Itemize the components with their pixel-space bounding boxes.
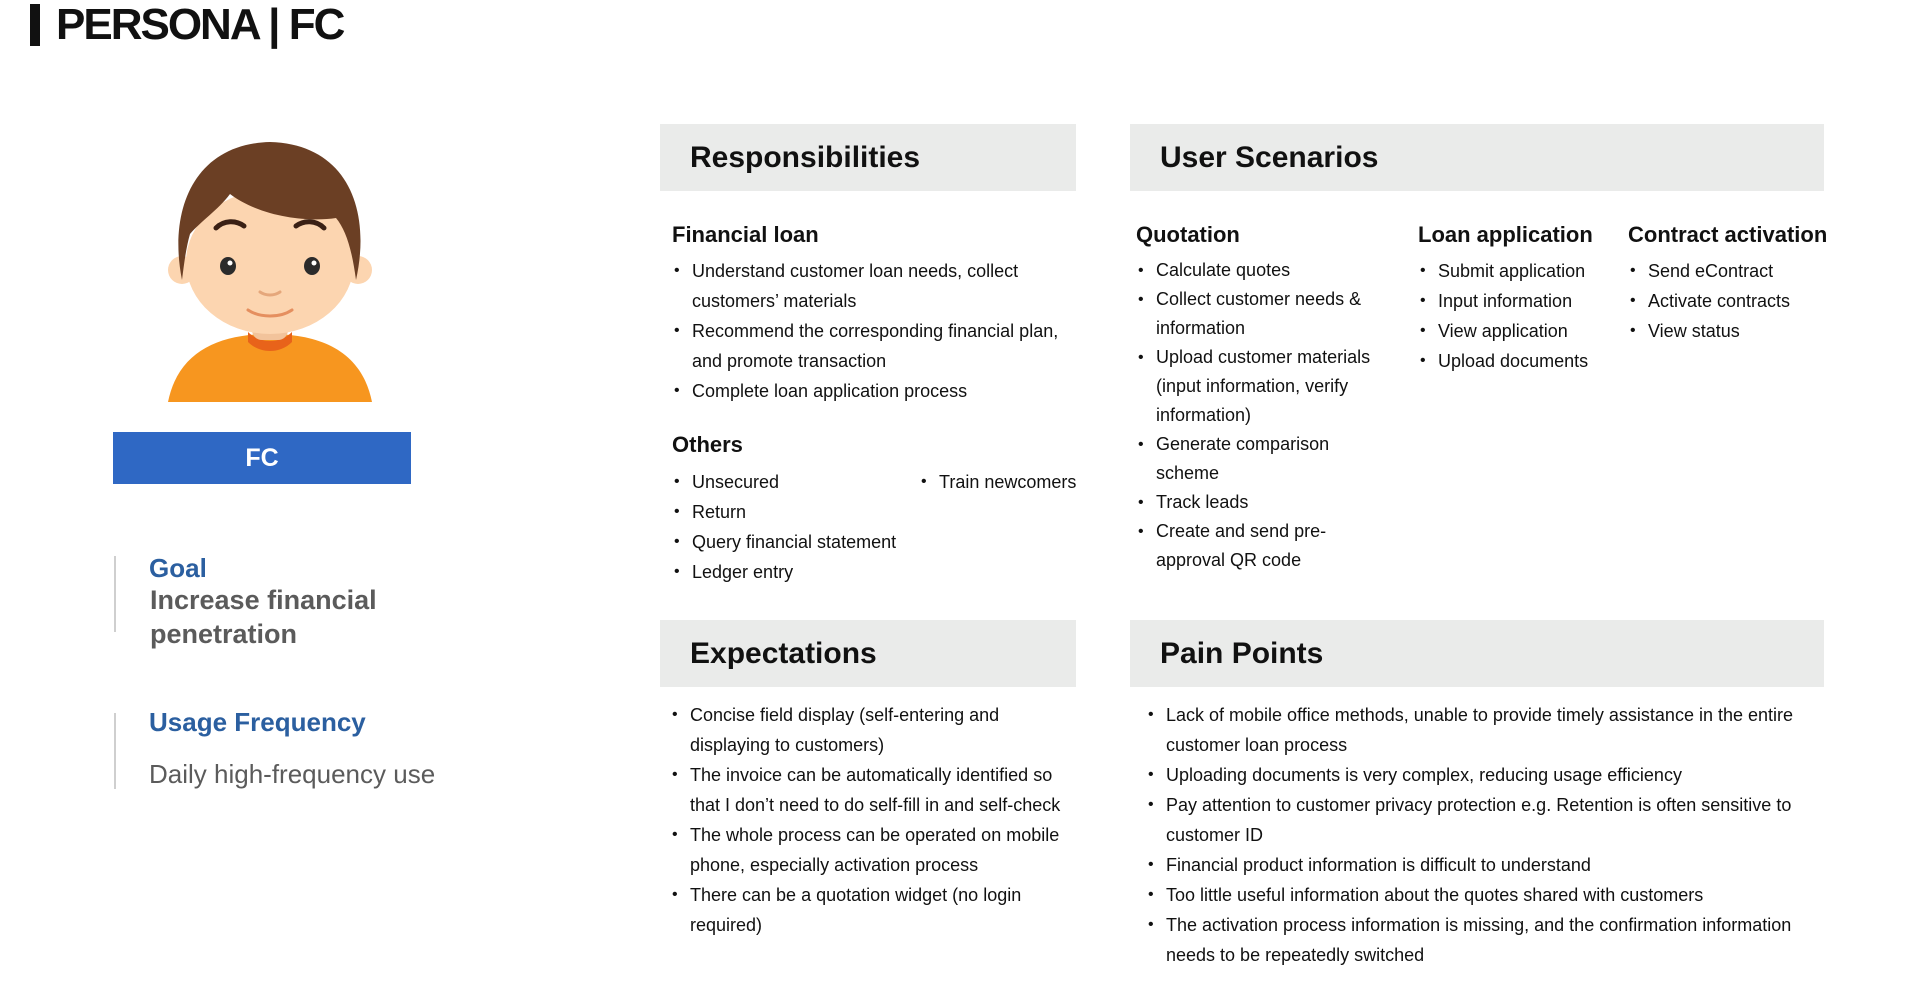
persona-name-badge: FC xyxy=(113,432,411,484)
others-list-col1 xyxy=(672,467,912,587)
expectations-list xyxy=(670,700,1070,940)
list-item: • Recommend the corresponding financial plan, and promote transaction xyxy=(672,316,1062,376)
list-item: • Lack of mobile office methods, unable to provide timely assistance in the entire customer loan process xyxy=(1146,700,1806,760)
list-item: • Activate contracts xyxy=(1628,286,1848,316)
list-item: • Upload customer materials (input information, verify information) xyxy=(1136,343,1382,430)
list-item: • Generate comparison scheme xyxy=(1136,430,1382,488)
pain-points-header: Pain Points xyxy=(1130,620,1824,687)
list-item: • The activation process information is missing, and the confirmation information needs to be repeatedly switched xyxy=(1146,910,1806,970)
others-list-col2 xyxy=(919,467,1099,497)
expectations-header: Expectations xyxy=(660,620,1076,687)
goal-label: Goal xyxy=(149,553,207,583)
list-item: • Concise field display (self-entering and displaying to customers) xyxy=(670,700,1070,760)
list-item: • The whole process can be operated on mobile phone, especially activation process xyxy=(670,820,1070,880)
list-item: • Upload documents xyxy=(1418,346,1618,376)
list-item: • Submit application xyxy=(1418,256,1618,286)
list-item: • Ledger entry xyxy=(672,557,912,587)
frequency-divider xyxy=(114,713,116,789)
list-item: • The invoice can be automatically identified so that I don’t need to do self-fill in and self-check xyxy=(670,760,1070,820)
responsibilities-header: Responsibilities xyxy=(660,124,1076,191)
list-item: • There can be a quotation widget (no login required) xyxy=(670,880,1070,940)
list-item: • Create and send pre-approval QR code xyxy=(1136,517,1382,575)
financial-loan-heading: Financial loan xyxy=(672,222,819,247)
frequency-text: Daily high-frequency use xyxy=(149,759,436,789)
list-item: • View status xyxy=(1628,316,1848,346)
goal-text: Increase financial penetration xyxy=(150,585,377,649)
list-item: • Collect customer needs & information xyxy=(1136,285,1382,343)
user-scenarios-header: User Scenarios xyxy=(1130,124,1824,191)
quotation-list xyxy=(1136,256,1382,575)
list-item: • Understand customer loan needs, collect customers’ materials xyxy=(672,256,1062,316)
goal-divider xyxy=(114,556,116,632)
list-item: • Uploading documents is very complex, reducing usage efficiency xyxy=(1146,760,1806,790)
list-item: • Train newcomers xyxy=(919,467,1099,497)
list-item: • Calculate quotes xyxy=(1136,256,1382,285)
others-heading: Others xyxy=(672,432,743,457)
list-item: • Financial product information is difficult to understand xyxy=(1146,850,1806,880)
list-item: • Too little useful information about the quotes shared with customers xyxy=(1146,880,1806,910)
list-item: • Unsecured xyxy=(672,467,912,497)
financial-loan-list xyxy=(672,256,1062,406)
list-item: • Send eContract xyxy=(1628,256,1848,286)
list-item: • Query financial statement xyxy=(672,527,912,557)
list-item: • Track leads xyxy=(1136,488,1382,517)
list-item: • View application xyxy=(1418,316,1618,346)
frequency-label: Usage Frequency xyxy=(149,707,366,737)
page-title: PERSONA | FC xyxy=(56,0,344,49)
list-item: • Return xyxy=(672,497,912,527)
list-item: • Complete loan application process xyxy=(672,376,1062,406)
loan-application-heading: Loan application xyxy=(1418,222,1593,247)
pain-points-list xyxy=(1146,700,1806,970)
list-item: • Pay attention to customer privacy protection e.g. Retention is often sensitive to customer ID xyxy=(1146,790,1806,850)
persona-avatar xyxy=(160,130,380,410)
quotation-heading: Quotation xyxy=(1136,222,1240,247)
contract-activation-heading: Contract activation xyxy=(1628,222,1828,247)
contract-activation-list xyxy=(1628,256,1848,346)
loan-application-list xyxy=(1418,256,1618,376)
title-accent-bar xyxy=(30,4,40,46)
list-item: • Input information xyxy=(1418,286,1618,316)
